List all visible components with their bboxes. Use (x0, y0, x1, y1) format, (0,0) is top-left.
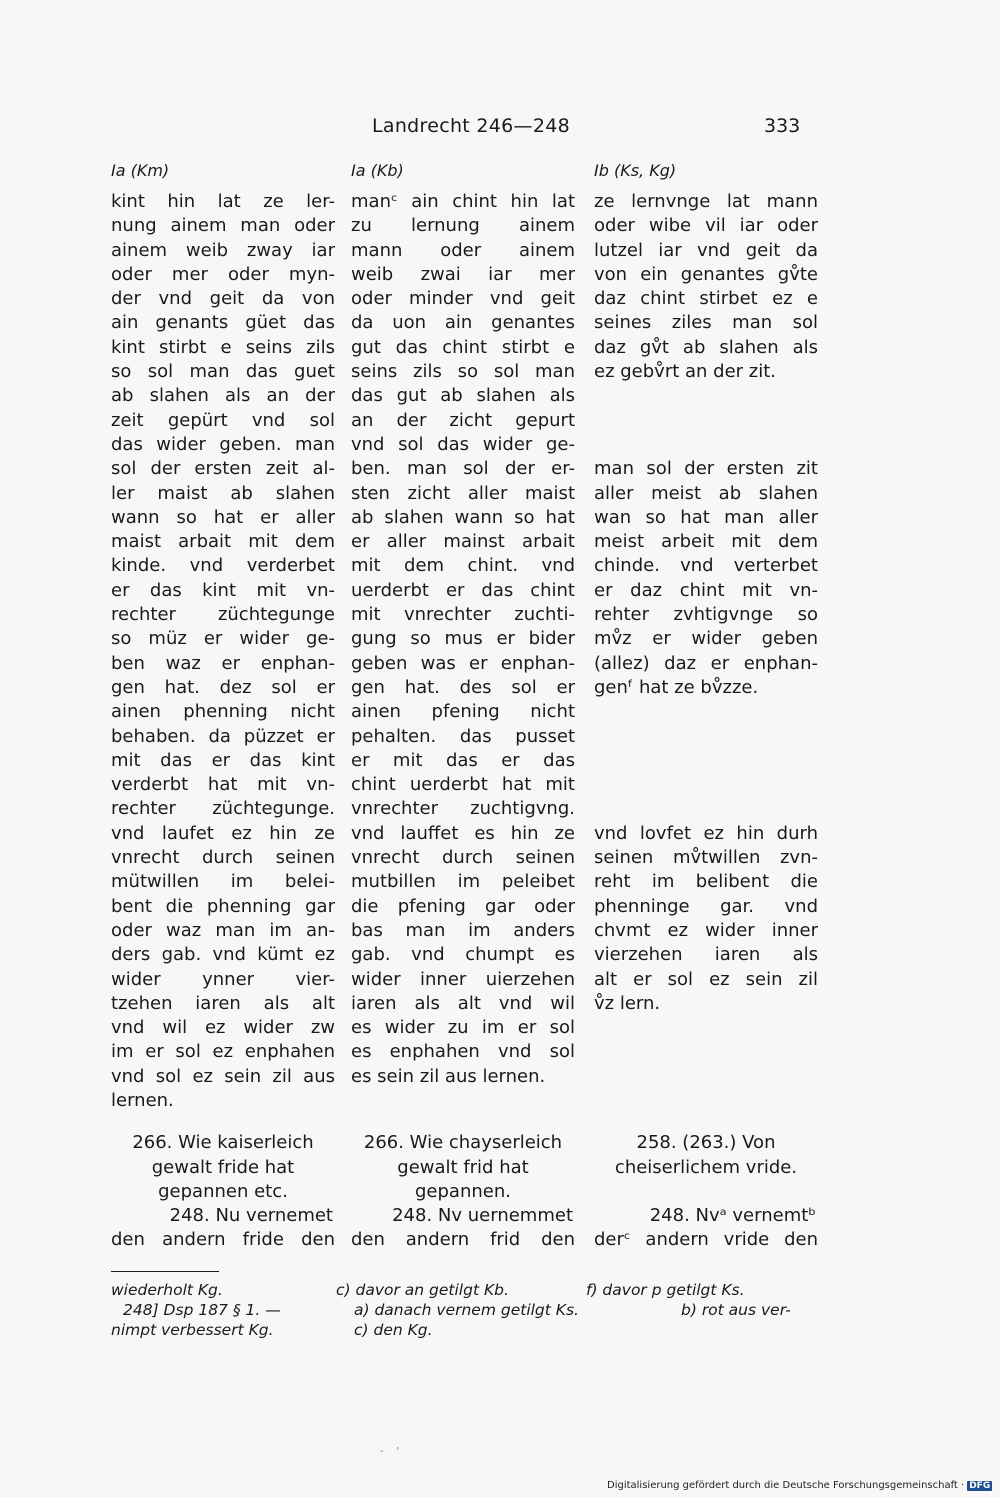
section-heading-line: gepannen. (415, 1180, 511, 1202)
text-line: phenninge gar. vnd (594, 895, 818, 917)
text-line: wider ynner vier- (111, 968, 335, 990)
text-line (594, 725, 818, 749)
footnote-entry: a) danach vernem getilgt Ks. (354, 1301, 579, 1319)
text-line: verderbt hat mit vn- (111, 774, 335, 796)
text-line: es enphahen vnd sol (351, 1041, 575, 1063)
text-line: ez gebv̊rt an der zit. (594, 361, 777, 383)
text-line (594, 700, 818, 724)
text-line: seinen mv̊twillen zvn- (594, 847, 818, 869)
text-line: kint stirbt e seins zils (111, 336, 335, 358)
footnote-line (111, 1321, 821, 1341)
text-line: wann so hat er aller (111, 506, 335, 528)
text-line: manᶜ ain chint hin lat (351, 191, 575, 212)
text-line: iaren als alt vnd wil (351, 992, 575, 1014)
text-line: oder mer oder myn- (111, 263, 335, 285)
text-line: ler maist ab slahen (111, 482, 335, 504)
text-line: mütwillen im belei- (111, 871, 335, 893)
text-line: sol der ersten zeit al- (111, 458, 335, 480)
section-text-line: derᶜ andern vride den (594, 1229, 818, 1251)
section-text-line: 248. Nv uernemmet (392, 1205, 573, 1227)
text-line (594, 749, 818, 773)
text-line (594, 384, 818, 408)
text-line: (allez) daz er enphan- (594, 652, 818, 674)
text-line: der vnd geit da von (111, 288, 335, 310)
text-line: gen hat. dez sol er (111, 676, 335, 698)
page-number: 333 (764, 115, 801, 137)
text-line: uerderbt er das chint (351, 579, 575, 601)
text-line: vnd wil ez wider zw (111, 1017, 335, 1039)
text-line: vierzehen iaren als (594, 944, 818, 966)
footnote-entry: c) den Kg. (354, 1321, 433, 1339)
text-line: vnd lauffet es hin ze (351, 822, 575, 844)
footnote-entry: 248] Dsp 187 § 1. — (123, 1301, 281, 1319)
text-line: mit vnrechter zuchti- (351, 604, 575, 626)
text-line: sten zicht aller maist (351, 482, 575, 504)
text-line: vnd laufet ez hin ze (111, 822, 335, 844)
text-line: reht im belibent die (594, 871, 818, 893)
footnote-entry: b) rot aus ver- (681, 1301, 791, 1319)
text-line: mv̊z er wider geben (594, 628, 818, 650)
section-heading-line: gewalt frid hat (397, 1156, 529, 1178)
text-line: man sol der ersten zit (594, 458, 818, 480)
section-heading-line: 266. Wie chayserleich (363, 1132, 563, 1154)
text-line: kint hin lat ze ler- (111, 191, 335, 212)
text-line: ainen phenning nicht (111, 701, 335, 723)
text-line: behaben. da püzzet er (111, 725, 335, 747)
text-line: vnrecht durch seinen (351, 847, 575, 869)
text-line: tzehen iaren als alt (111, 992, 335, 1014)
footnote-entry: nimpt verbessert Kg. (111, 1321, 274, 1339)
text-line: ben. man sol der er- (351, 458, 575, 480)
text-line: mutbillen im peleibet (351, 871, 575, 893)
text-line: daz chint stirbet ez e (594, 288, 818, 310)
text-line: seines ziles man sol (594, 312, 818, 334)
text-line: vnd sol das wider ge- (351, 433, 575, 455)
text-line: ben waz er enphan- (111, 652, 335, 674)
text-line: wider inner uierzehen (351, 968, 575, 990)
footnote-entry: c) davor an getilgt Kb. (336, 1281, 509, 1299)
section-heading-line: 266. Wie kaiserleich (132, 1132, 314, 1154)
text-line: das gut ab slahen als (351, 385, 575, 407)
text-line: bent die phenning gar (111, 895, 335, 917)
text-line: chvmt ez wider inner (594, 919, 818, 941)
running-title: Landrecht 246—248 (372, 115, 571, 137)
text-line: v̊z lern. (594, 992, 661, 1014)
section-text-line: 248. Nvᵃ vernemtᵇ (649, 1205, 816, 1227)
section-text-line: den andern fride den (111, 1229, 335, 1251)
text-line: aller meist ab slahen (594, 482, 818, 504)
footnote-line (111, 1301, 821, 1321)
text-line (594, 433, 818, 457)
text-line: weib zwai iar mer (351, 263, 575, 285)
text-line: so müz er wider ge- (111, 628, 335, 650)
text-line: ainem weib zway iar (111, 239, 335, 261)
text-line: lutzel iar vnd geit da (594, 239, 818, 261)
text-line: das wider geben. man (111, 433, 335, 455)
text-line: die pfening gar oder (351, 895, 575, 917)
text-line: ain genants güet das (111, 312, 335, 334)
text-line: meist arbeit mit dem (594, 531, 818, 553)
text-line: mit das er das kint (111, 749, 335, 771)
section-heading-line: gepannen etc. (158, 1180, 288, 1202)
text-line: geben was er enphan- (351, 652, 575, 674)
text-line: vnrecht durch seinen (111, 847, 335, 869)
dfg-logo-icon: DFG (969, 1481, 991, 1491)
text-line: rehter zvhtigvnge so (594, 604, 818, 626)
text-line: ab slahen wann so hat (351, 506, 575, 528)
text-line: im er sol ez enphahen (111, 1041, 335, 1063)
text-column-ia-km (111, 160, 335, 1253)
section-heading-line: gewalt fride hat (151, 1156, 295, 1178)
text-line: an der zicht gepurt (351, 409, 575, 431)
section-heading-line: cheiserlichem vride. (614, 1156, 798, 1178)
text-line: er mit das er das (351, 749, 575, 771)
text-line: genᶠ hat ze bv̊zze. (594, 676, 759, 698)
text-line: gen hat. des sol er (351, 676, 575, 698)
text-line: oder wibe vil iar oder (594, 215, 818, 237)
text-line: es wider zu im er sol (351, 1017, 575, 1039)
text-line: vnd sol ez sein zil aus (111, 1065, 335, 1087)
text-line: ders gab. vnd kümt ez (111, 944, 335, 966)
text-line: zu lernung ainem (351, 215, 575, 237)
text-line (594, 409, 818, 433)
text-line: chint uerderbt hat mit (351, 774, 575, 796)
text-column-ib-ks-kg (594, 160, 818, 1253)
column-heading: Ib (Ks, Kg) (594, 161, 677, 180)
scan-marks: - ' (380, 1446, 400, 1457)
text-line (594, 797, 818, 821)
text-line: von ein genantes gv̊te (594, 263, 818, 285)
text-line: vnd lovfet ez hin durh (594, 822, 818, 844)
text-line: ainen pfening nicht (351, 701, 575, 723)
text-line: alt er sol ez sein zil (594, 968, 818, 990)
text-line: er das kint mit vn- (111, 579, 335, 601)
footnote-rule (111, 1271, 219, 1272)
text-line: gut das chint stirbt e (351, 336, 575, 358)
text-line: er aller mainst arbait (351, 531, 575, 553)
footnotes (111, 1281, 821, 1341)
text-line (594, 773, 818, 797)
text-line: maist arbait mit dem (111, 531, 335, 553)
text-line: er daz chint mit vn- (594, 579, 818, 601)
text-line: pehalten. das pusset (351, 725, 575, 747)
text-line: lernen. (111, 1089, 174, 1111)
text-line: zeit gepürt vnd sol (111, 409, 335, 431)
footnote-line (111, 1281, 821, 1301)
text-line: ab slahen als an der (111, 385, 335, 407)
text-line: bas man im anders (351, 919, 575, 941)
section-heading-line: 258. (263.) Von (636, 1132, 776, 1154)
text-line: gung so mus er bider (351, 628, 575, 650)
text-line: mit dem chint. vnd (351, 555, 575, 577)
text-line: mann oder ainem (351, 239, 575, 261)
text-line: chinde. vnd verterbet (594, 555, 818, 577)
column-heading: Ia (Kb) (351, 161, 404, 180)
text-line: wan so hat man aller (594, 506, 818, 528)
footnote-entry: f) davor p getilgt Ks. (586, 1281, 745, 1299)
text-line: gab. vnd chumpt es (351, 944, 575, 966)
text-line: oder waz man im an- (111, 919, 335, 941)
text-line: oder minder vnd geit (351, 288, 575, 310)
text-line: es sein zil aus lernen. (351, 1065, 546, 1087)
banner-text: Digitalisierung gefördert durch die Deutsche Forschungsgemeinschaft · (607, 1480, 965, 1491)
text-line: vnrechter zuchtigvng. (351, 798, 575, 820)
text-line: kinde. vnd verderbet (111, 555, 335, 577)
footnote-entry: wiederholt Kg. (111, 1281, 223, 1299)
text-line: seins zils so sol man (351, 361, 575, 383)
text-line: nung ainem man oder (111, 215, 335, 237)
text-line: rechter züchtegunge. (111, 798, 335, 820)
text-column-ia-kb (351, 160, 575, 1253)
column-heading: Ia (Km) (111, 161, 170, 180)
text-line: rechter züchtegunge (111, 604, 335, 626)
dfg-banner[interactable] (607, 1480, 992, 1491)
text-line: so sol man das guet (111, 361, 335, 383)
section-text-line: 248. Nu vernemet (169, 1205, 333, 1227)
text-line: daz gv̊t ab slahen als (594, 336, 818, 358)
text-line: da uon ain genantes (351, 312, 575, 334)
section-text-line: den andern frid den (351, 1229, 575, 1251)
text-line: ze lernvnge lat mann (594, 191, 818, 212)
